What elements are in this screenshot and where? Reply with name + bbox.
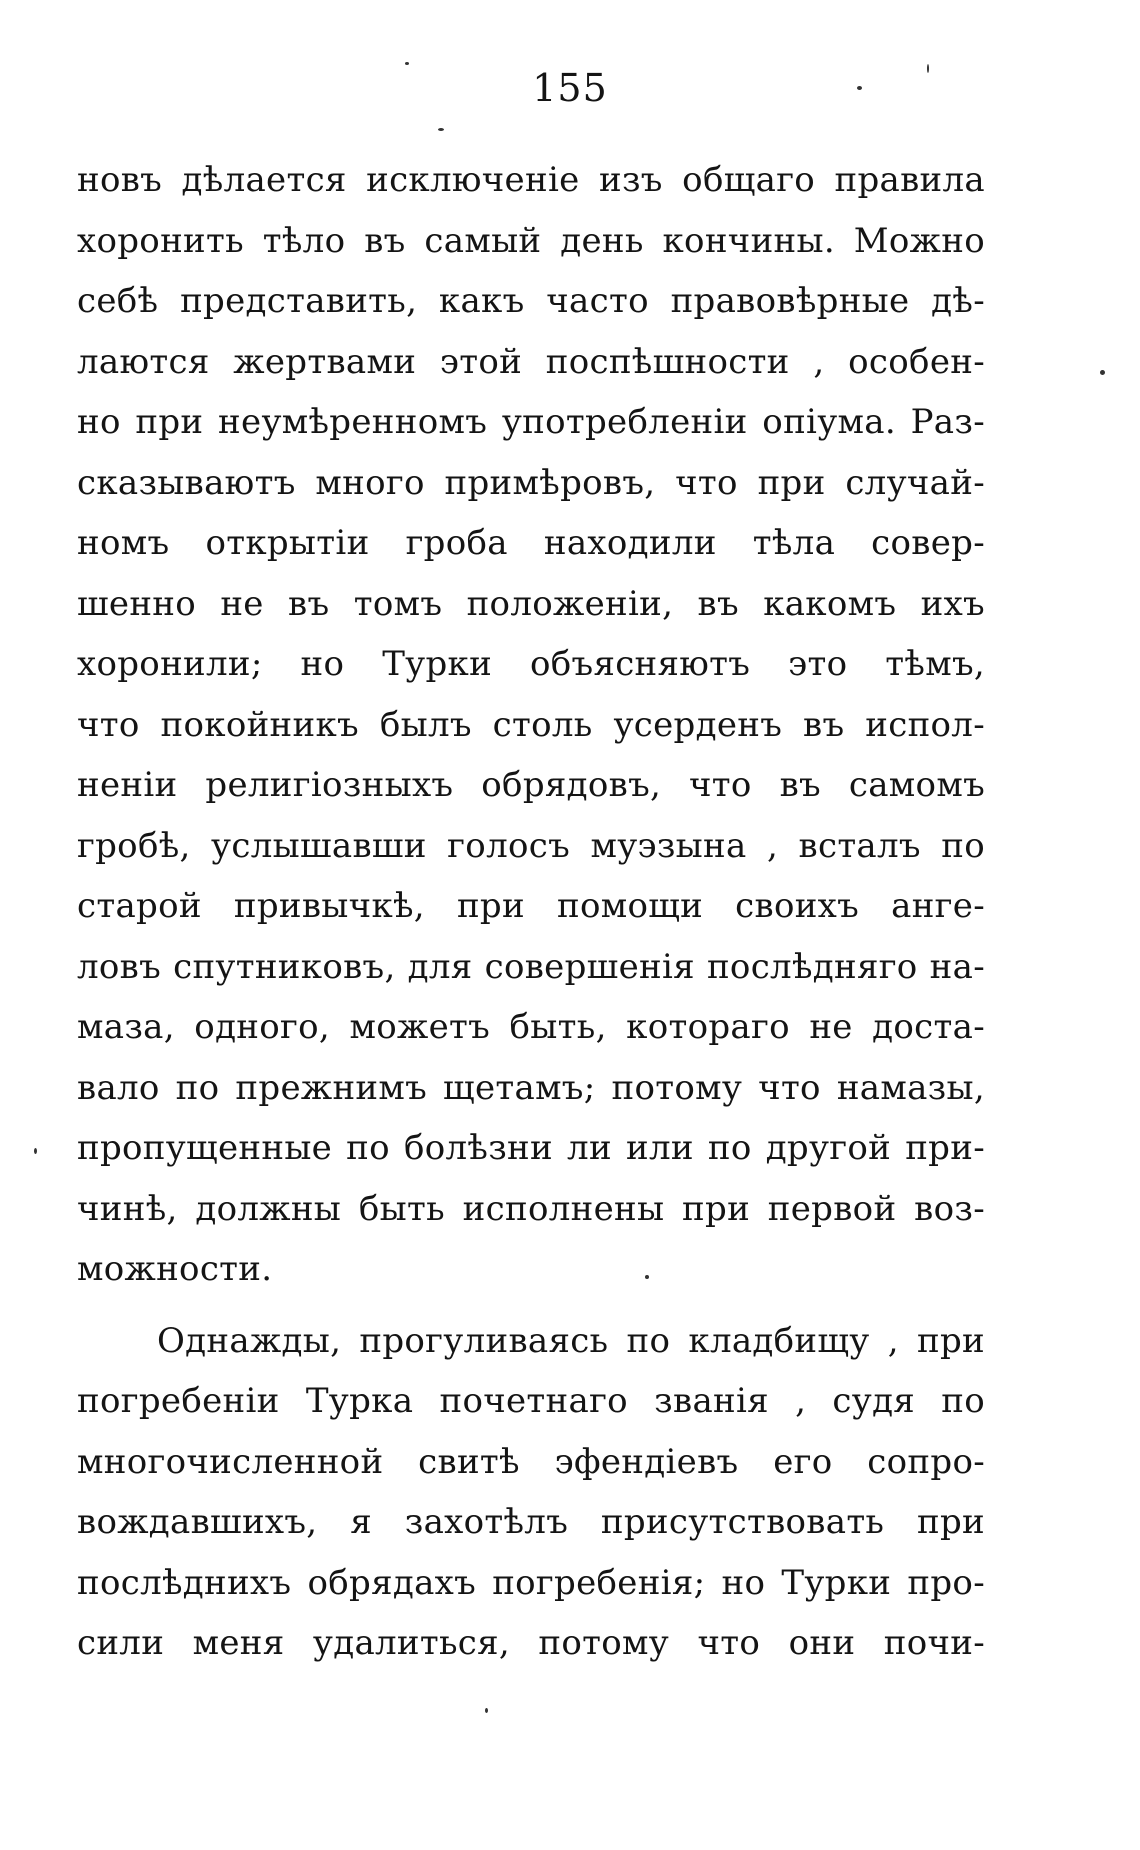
body-text — [77, 150, 985, 1674]
text-line: сказываютъ много примѣровъ, что при случай- — [77, 462, 985, 503]
text-line: чинѣ, должны быть исполнены при первой воз- — [77, 1188, 985, 1229]
text-line: вало по прежнимъ щетамъ; потому что намазы, — [77, 1067, 985, 1108]
text-line: пропущенные по болѣзни ли или по другой при- — [77, 1128, 985, 1168]
text-line: ловъ спутниковъ, для совершенiя послѣдняго на- — [77, 946, 985, 987]
text-line: гробѣ, услышавши голосъ муэзына , всталъ по — [77, 825, 985, 866]
text-line: номъ открытiи гроба находили тѣла совер- — [77, 523, 985, 563]
text-line: но при неумѣренномъ употребленiи опiума. Раз- — [77, 402, 985, 442]
text-line: вождавшихъ, я захотѣлъ присутствовать при — [77, 1502, 985, 1542]
scan-speck — [438, 128, 444, 131]
text-line: шенно не въ томъ положенiи, въ какомъ ихъ — [77, 583, 985, 624]
text-line: погребенiи Турка почетнаго званiя , судя по — [77, 1381, 985, 1421]
text-line: ненiи религiозныхъ обрядовъ, что въ самомъ — [77, 765, 985, 805]
page-number: 155 — [532, 66, 608, 110]
text-line: Однажды, прогуливаясь по кладбищу , при — [157, 1320, 985, 1361]
text-line: послѣднихъ обрядахъ погребенiя; но Турки про- — [77, 1562, 985, 1603]
scan-speck — [1100, 370, 1105, 375]
scan-speck — [405, 62, 409, 65]
text-line: хоронили; но Турки объясняютъ это тѣмъ, — [77, 644, 985, 684]
text-line: хоронить тѣло въ самый день кончины. Можно — [77, 220, 985, 261]
text-line: маза, одного, можетъ быть, котораго не доста- — [77, 1007, 985, 1047]
text-line: сили меня удалиться, потому что они почи- — [77, 1623, 985, 1663]
text-line: новъ дѣлается исключенiе изъ общаго правила — [77, 160, 985, 200]
text-line: лаются жертвами этой поспѣшности , особен- — [77, 341, 985, 382]
scan-speck — [34, 1148, 37, 1154]
paragraph-2 — [77, 1311, 985, 1674]
text-line: себѣ представить, какъ часто правовѣрные дѣ- — [77, 281, 985, 321]
text-line: можности. — [77, 1249, 273, 1289]
text-line: многочисленной свитѣ эфендiевъ его сопро- — [77, 1441, 985, 1482]
paragraph-1 — [77, 150, 985, 1300]
scan-speck — [857, 86, 862, 90]
scan-speck — [927, 64, 929, 73]
text-line: что покойникъ былъ столь усерденъ въ испол- — [77, 704, 985, 745]
text-line: старой привычкѣ, при помощи своихъ анге- — [77, 886, 985, 926]
scan-speck — [485, 1708, 488, 1713]
